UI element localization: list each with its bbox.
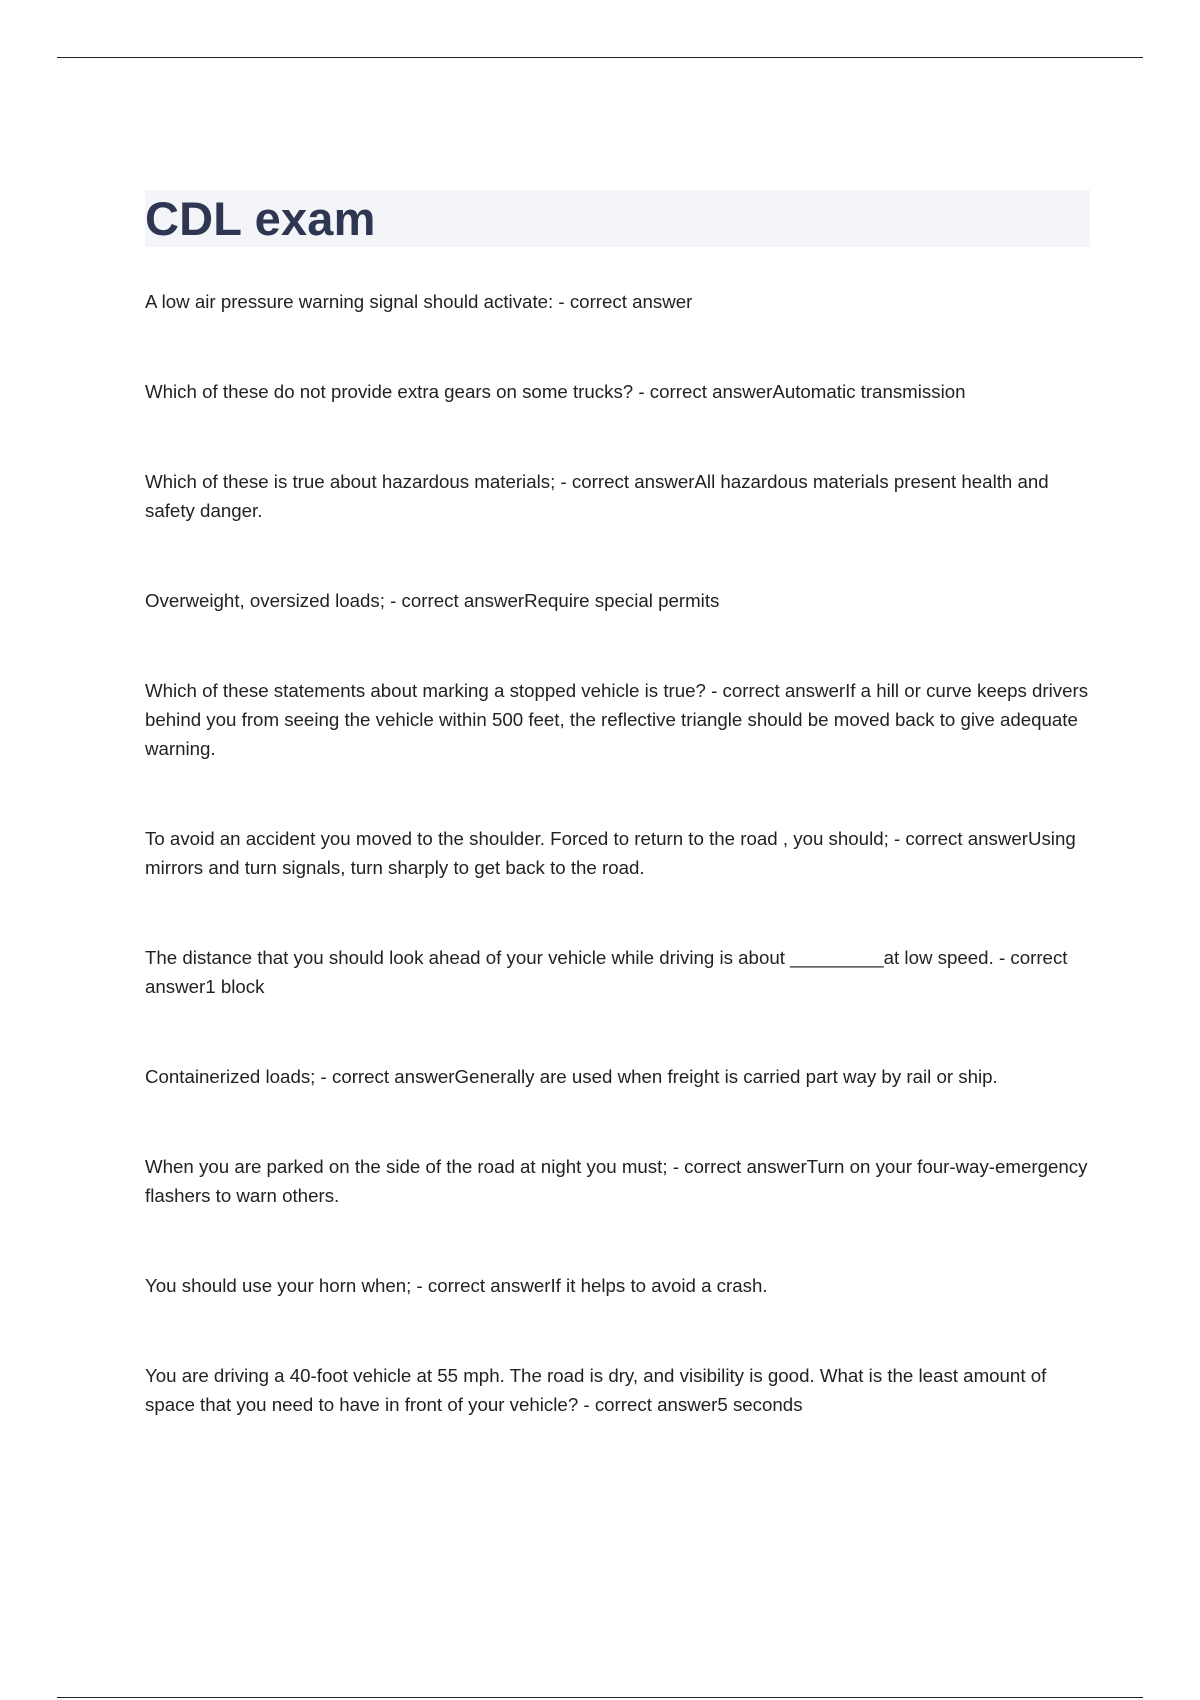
qa-item: Containerized loads; - correct answerGenerally are used when freight is carried part way by rail or ship. xyxy=(145,1066,998,1087)
qa-item: Which of these do not provide extra gears on some trucks? - correct answerAutomatic transmission xyxy=(145,381,966,402)
qa-item: When you are parked on the side of the road at night you must; - correct answerTurn on your four-way-emergency flashers to warn others. xyxy=(145,1156,1088,1206)
top-rule xyxy=(57,57,1143,58)
document-body xyxy=(145,190,1090,1480)
qa-item: Which of these statements about marking a stopped vehicle is true? - correct answerIf a hill or curve keeps drivers behind you from seeing the vehicle within 500 feet, the reflective triangle should be moved back to give adequate warning. xyxy=(145,680,1089,759)
qa-list xyxy=(145,287,1090,1419)
title-band xyxy=(145,190,1090,247)
qa-item: You should use your horn when; - correct answerIf it helps to avoid a crash. xyxy=(145,1275,768,1296)
bottom-rule xyxy=(57,1697,1143,1698)
qa-item: You are driving a 40-foot vehicle at 55 mph. The road is dry, and visibility is good. What is the least amount of space that you need to have in front of your vehicle? - correct answer5 seconds xyxy=(145,1365,1047,1415)
qa-item: A low air pressure warning signal should activate: - correct answer xyxy=(145,291,693,312)
qa-item: To avoid an accident you moved to the shoulder. Forced to return to the road , you should; - correct answerUsing mirrors and turn signals, turn sharply to get back to the road. xyxy=(145,828,1076,878)
qa-item: The distance that you should look ahead of your vehicle while driving is about _________at low speed. - correct answer1 block xyxy=(145,947,1068,997)
qa-item: Which of these is true about hazardous materials; - correct answerAll hazardous materials present health and safety danger. xyxy=(145,471,1049,521)
qa-item: Overweight, oversized loads; - correct answerRequire special permits xyxy=(145,590,720,611)
document-title: CDL exam xyxy=(145,192,376,245)
